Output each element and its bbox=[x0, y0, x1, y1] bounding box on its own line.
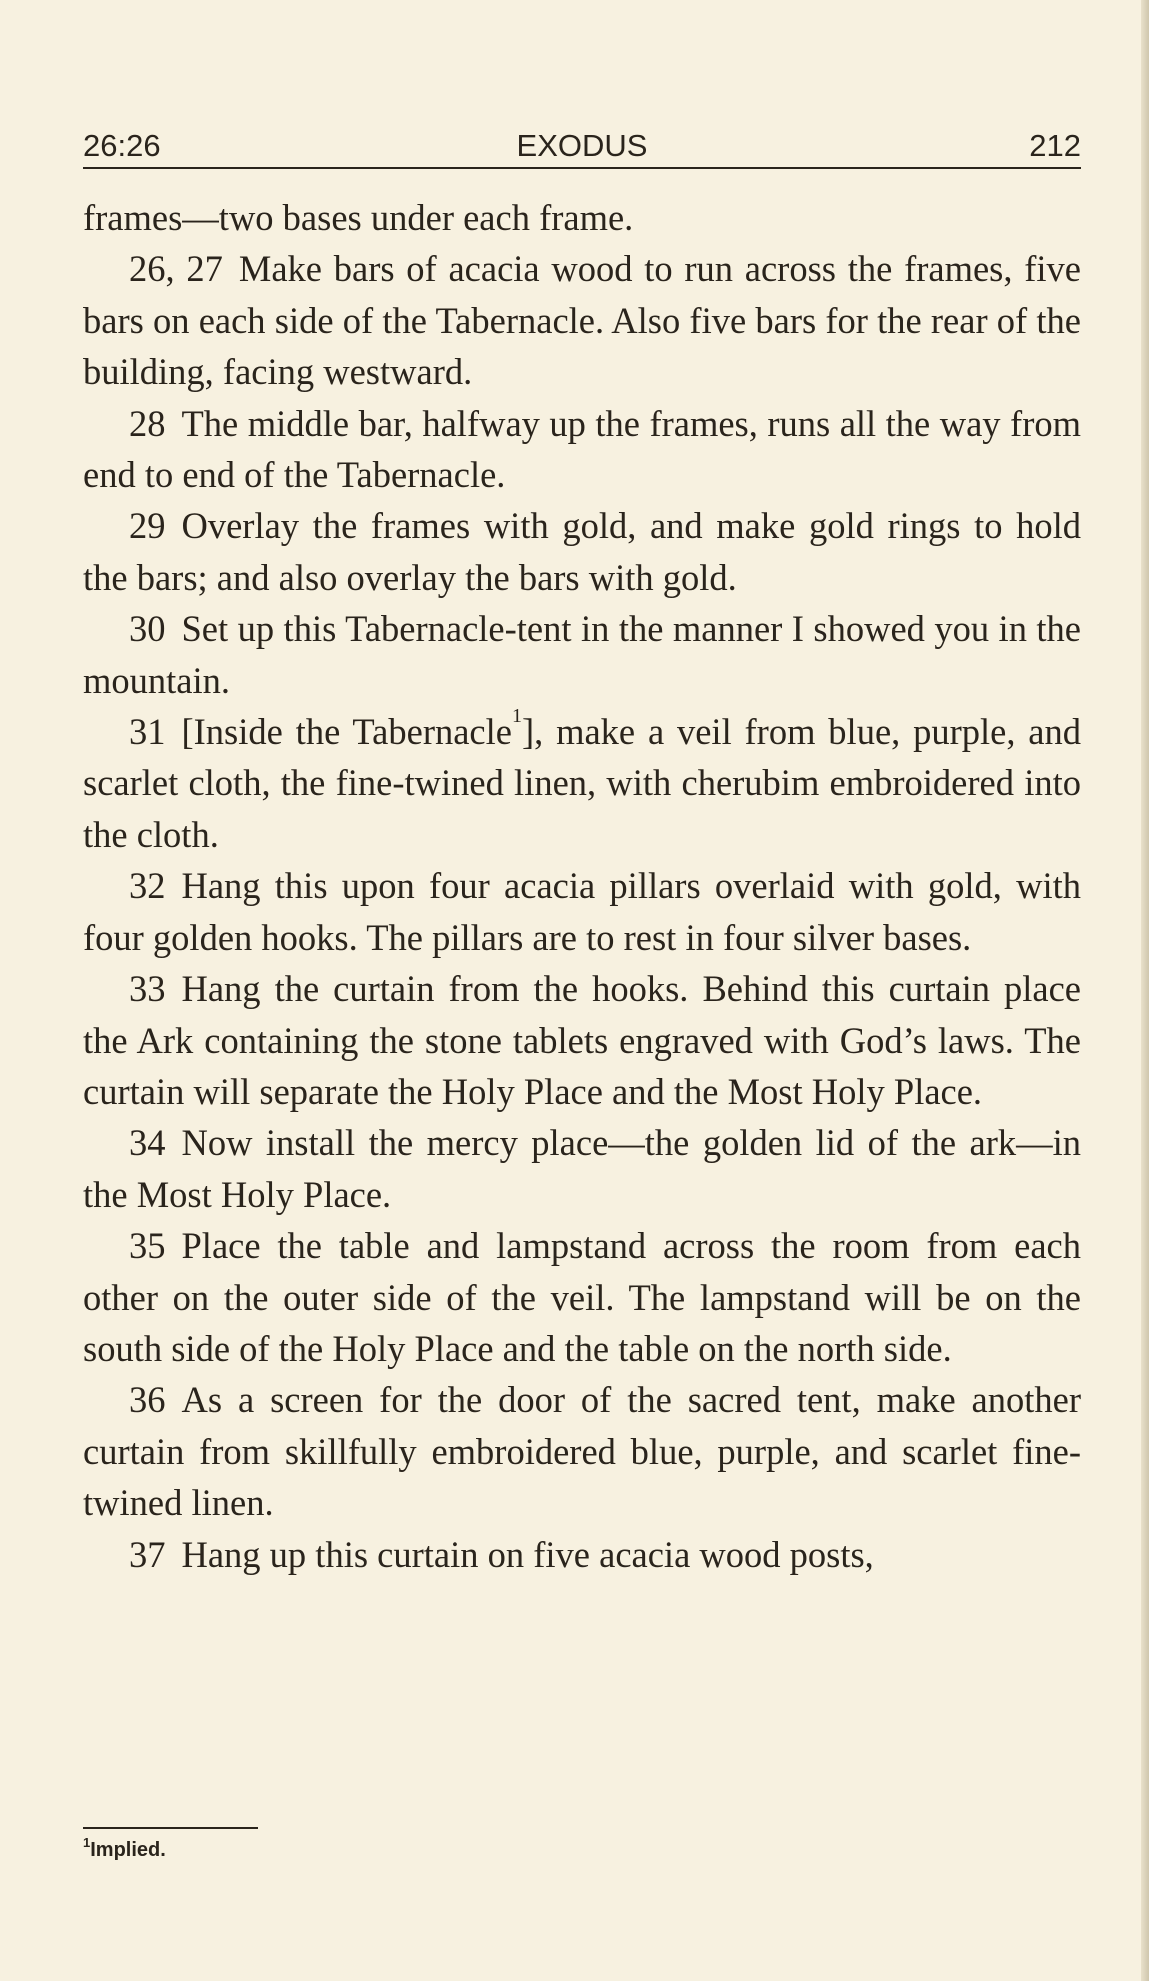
footnote-mark: 1 bbox=[83, 1835, 91, 1850]
verse-paragraph bbox=[83, 500, 1081, 603]
verse-number: 28 bbox=[129, 402, 166, 444]
chapter-verse-reference: 26:26 bbox=[83, 128, 161, 163]
verse-text: Hang the curtain from the hooks. Behind this curtain place the Ark containing the stone tablets engraved with God’s laws. The curtain will separate the Holy Place and the Most Holy Place. bbox=[83, 968, 1081, 1112]
footnote-text: Implied. bbox=[90, 1839, 166, 1861]
verse-number: 36 bbox=[129, 1379, 166, 1421]
body-text bbox=[83, 192, 1081, 1580]
verse-number: 33 bbox=[129, 968, 166, 1010]
verse-text: Place the table and lampstand across the room from each other on the outer side of the veil. The lampstand will be on the south side of the Holy Place and the table on the north side. bbox=[83, 1225, 1081, 1369]
verse-paragraph bbox=[83, 1117, 1081, 1220]
verse-paragraph bbox=[83, 398, 1081, 501]
verse-paragraph bbox=[83, 706, 1081, 860]
verse-paragraph bbox=[83, 1220, 1081, 1374]
verse-number: 31 bbox=[129, 711, 166, 753]
verse-text: Set up this Tabernacle-tent in the manner I showed you in the mountain. bbox=[83, 608, 1081, 701]
verse-text-after: ], make a veil from blue, purple, and scarlet cloth, the fine-twined linen, with cherubim embroidered into the cloth. bbox=[83, 711, 1081, 855]
verse-text: Make bars of acacia wood to run across the frames, five bars on each side of the Tabernacle. Also five bars for the rear of the building, facing westward. bbox=[83, 248, 1082, 393]
header-rule bbox=[83, 167, 1081, 169]
verse-paragraph bbox=[83, 963, 1081, 1117]
continuation-paragraph: frames—two bases under each frame. bbox=[83, 197, 634, 238]
verse-text: Overlay the frames with gold, and make gold rings to hold the bars; and also overlay the bars with gold. bbox=[83, 505, 1081, 598]
page-number: 212 bbox=[1029, 128, 1081, 163]
verse-number: 29 bbox=[129, 505, 166, 547]
verse-number: 30 bbox=[129, 608, 166, 650]
footnote-rule bbox=[83, 1827, 258, 1829]
verse-number: 35 bbox=[129, 1225, 166, 1267]
verse-paragraph bbox=[83, 603, 1081, 706]
verse-text: The middle bar, halfway up the frames, runs all the way from end to end of the Tabernacle. bbox=[83, 402, 1081, 496]
verse-text: As a screen for the door of the sacred tent, make another curtain from skillfully embroidered blue, purple, and scarlet fine-twined linen. bbox=[83, 1379, 1081, 1524]
verse-paragraph bbox=[83, 243, 1081, 397]
verse-paragraph bbox=[83, 1374, 1081, 1528]
verse-text: Now install the mercy place—the golden lid of the ark—in the Most Holy Place. bbox=[83, 1122, 1081, 1215]
verse-text: Hang this upon four acacia pillars overlaid with gold, with four golden hooks. The pillars are to rest in four silver bases. bbox=[83, 865, 1081, 958]
verse-text: Hang up this curtain on five acacia wood posts, bbox=[181, 1533, 874, 1575]
verse-number: 34 bbox=[129, 1122, 166, 1164]
verse-number: 26, 27 bbox=[129, 248, 223, 290]
verse-paragraph bbox=[83, 860, 1081, 963]
verse-paragraph bbox=[83, 1529, 1081, 1580]
footnote bbox=[83, 1836, 683, 1864]
verse-text-before: [Inside the Tabernacle bbox=[181, 711, 512, 753]
verse-number: 37 bbox=[129, 1533, 166, 1575]
running-header bbox=[83, 126, 1081, 166]
page-edge bbox=[1141, 0, 1149, 1981]
verse-number: 32 bbox=[129, 865, 166, 907]
footnote-reference[interactable]: 1 bbox=[511, 705, 522, 728]
book-title: EXODUS bbox=[516, 128, 648, 163]
